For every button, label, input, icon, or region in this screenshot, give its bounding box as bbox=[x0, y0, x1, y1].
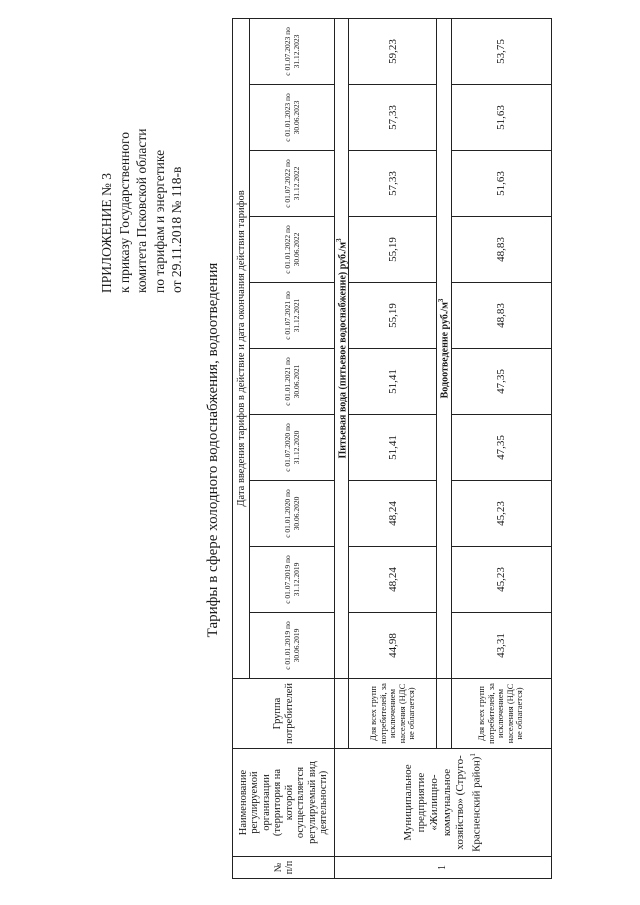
section-title-sup: 3 bbox=[335, 238, 343, 242]
header-period: с 01.07.2023 по 31.12.2023 bbox=[250, 18, 335, 84]
header-period: с 01.07.2019 по 31.12.2019 bbox=[250, 547, 335, 613]
header-consumer-group: Группа потребителей bbox=[233, 679, 335, 749]
appendix-title: ПРИЛОЖЕНИЕ № 3 bbox=[99, 172, 114, 293]
tariff-value: 45,23 bbox=[451, 547, 551, 613]
header-period: с 01.07.2021 по 31.12.2021 bbox=[250, 283, 335, 349]
header-organization: Наименование регулируемой организации (территория на которой осуществляется регулируемый вид деятельности) bbox=[233, 749, 335, 857]
organization-name-text: Муниципальное предприятие «Жилищно-коммунальное хозяйство» (Струго-Красненский район) bbox=[402, 755, 483, 852]
appendix-order-ref: от 29.11.2018 № 118-в bbox=[169, 166, 184, 293]
tariff-value: 57,33 bbox=[349, 85, 437, 151]
tariff-value: 55,19 bbox=[349, 283, 437, 349]
tariff-value: 43,31 bbox=[451, 613, 551, 679]
header-dates: Дата введения тарифов в действие и дата окончания действия тарифов bbox=[233, 18, 250, 678]
tariff-value: 48,24 bbox=[349, 547, 437, 613]
header-period: с 01.01.2023 по 30.06.2023 bbox=[250, 85, 335, 151]
appendix-line: к приказу Государственного bbox=[116, 131, 132, 293]
section-title-water bbox=[335, 18, 349, 678]
document-title: Тарифы в сфере холодного водоснабжения, водоотведения bbox=[205, 262, 221, 638]
tariff-table bbox=[232, 18, 552, 879]
header-number: № п/п bbox=[233, 857, 335, 879]
tariff-value: 51,41 bbox=[349, 349, 437, 415]
consumer-group-sewerage: Для всех групп потребителей, за исключением населения (НДС не облагается) bbox=[451, 679, 551, 749]
tariff-value: 53,75 bbox=[451, 18, 551, 84]
tariff-value: 48,24 bbox=[349, 481, 437, 547]
tariff-value: 55,19 bbox=[349, 217, 437, 283]
section-title-sewerage bbox=[437, 18, 451, 678]
section-title-sup: 3 bbox=[437, 298, 446, 303]
header-period: с 01.07.2022 по 31.12.2022 bbox=[250, 151, 335, 217]
tariff-value: 51,63 bbox=[451, 85, 551, 151]
organization-footnote-mark: 1 bbox=[469, 753, 477, 757]
appendix-line: по тарифам и энергетике bbox=[151, 149, 167, 293]
header-period: с 01.01.2020 по 30.06.2020 bbox=[250, 481, 335, 547]
header-period: с 01.01.2021 по 30.06.2021 bbox=[250, 349, 335, 415]
appendix-line: комитета Псковской области bbox=[134, 128, 149, 293]
header-period: с 01.01.2019 по 30.06.2019 bbox=[250, 613, 335, 679]
organization-name bbox=[335, 749, 552, 857]
tariff-value: 44,98 bbox=[349, 613, 437, 679]
appendix-header bbox=[98, 23, 186, 293]
tariff-value: 51,41 bbox=[349, 415, 437, 481]
tariff-value: 57,33 bbox=[349, 151, 437, 217]
tariff-value: 51,63 bbox=[451, 151, 551, 217]
tariff-value: 47,35 bbox=[451, 415, 551, 481]
header-period: с 01.01.2022 по 30.06.2022 bbox=[250, 217, 335, 283]
tariff-value: 45,23 bbox=[451, 481, 551, 547]
consumer-group-water: Для всех групп потребителей, за исключением населения (НДС не облагается) bbox=[349, 679, 437, 749]
tariff-value: 48,83 bbox=[451, 283, 551, 349]
header-period: с 01.07.2020 по 31.12.2020 bbox=[250, 415, 335, 481]
tariff-value: 47,35 bbox=[451, 349, 551, 415]
section-title-text: Водоотведение руб./м bbox=[439, 302, 451, 399]
section-title-text: Питьевая вода (питьевое водоснабжение) руб./м bbox=[337, 241, 349, 459]
tariff-value: 48,83 bbox=[451, 217, 551, 283]
tariff-value: 59,23 bbox=[349, 18, 437, 84]
row-number: 1 bbox=[335, 857, 552, 879]
